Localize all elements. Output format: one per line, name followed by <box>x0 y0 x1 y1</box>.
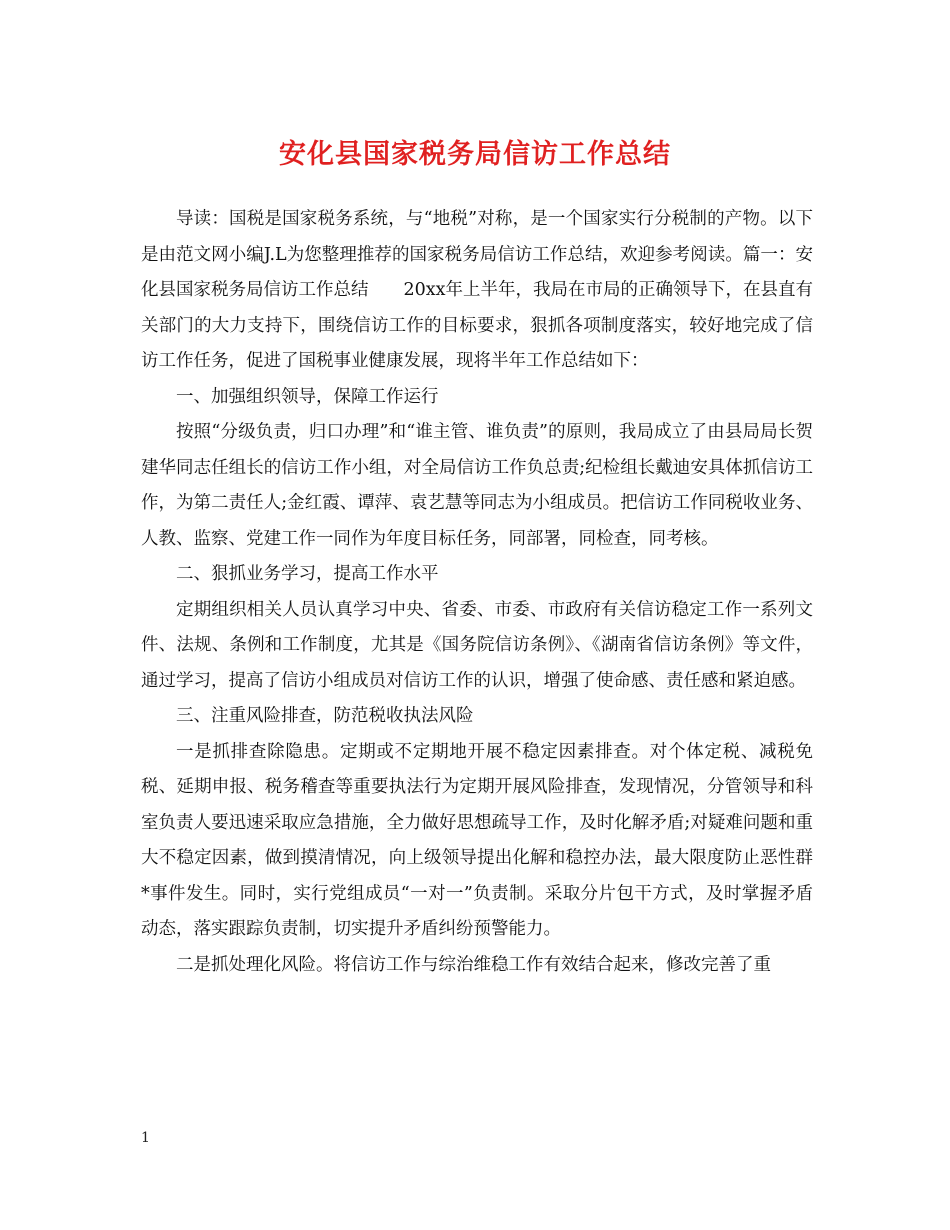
paragraph-intro: 导读：国税是国家税务系统，与“地税”对称，是一个国家实行分税制的产物。以下是由范文网小编J.L为您整理推荐的国家税务局信访工作总结，欢迎参考阅读。篇一：安化县国家税务局信访工作总结 20xx年上半年，我局在市局的正确领导下，在县直有关部门的大力支持下，围绕信访工作的目标要求，狠抓各项制度落实，较好地完成了信访工作任务，促进了国税事业健康发展，现将半年工作总结如下： <box>141 209 814 371</box>
section-heading-2: 二、狠抓业务学习，提高工作水平 <box>176 564 439 584</box>
section-heading-1: 一、加强组织领导，保障工作运行 <box>176 386 439 407</box>
section-heading-3: 三、注重风险排查，防范税收执法风险 <box>176 706 474 726</box>
paragraph-section-2: 定期组织相关人员认真学习中央、省委、市委、市政府有关信访稳定工作一系列文件、法规、条例和工作制度，尤其是《国务院信访条例》、《湖南省信访条例》等文件，通过学习，提高了信访小组成员对信访工作的认识，增强了使命感、责任感和紧迫感。 <box>141 599 813 691</box>
page-number: 1 <box>141 1130 150 1146</box>
paragraph-section-3a: 一是抓排查除隐患。定期或不定期地开展不稳定因素排查。对个体定税、减税免税、延期申报、税务稽查等重要执法行为定期开展风险排查，发现情况，分管领导和科室负责人要迅速采取应急措施，全力做好思想疏导工作，及时化解矛盾;对疑难问题和重大不稳定因素，做到摸清情况，向上级领导提出化解和稳控办法，最大限度防止恶性群*事件发生。同时，实行党组成员“一对一”负责制。采取分片包干方式，及时掌握矛盾动态，落实跟踪负责制，切实提升矛盾纠纷预警能力。 <box>141 741 813 939</box>
paragraph-section-3b: 二是抓处理化风险。将信访工作与综治维稳工作有效结合起来，修改完善了重 <box>176 954 771 975</box>
document-body <box>141 202 813 983</box>
document-title: 安化县国家税务局信访工作总结 <box>279 139 671 170</box>
paragraph-section-1: 按照“分级负责，归口办理”和“谁主管、谁负责”的原则，我局成立了由县局局长贺建华同志任组长的信访工作小组，对全局信访工作负总责;纪检组长戴迪安具体抓信访工作，为第二责任人;金红霞、谭萍、袁艺慧等同志为小组成员。把信访工作同税收业务、人教、监察、党建工作一同作为年度目标任务，同部署，同检查，同考核。 <box>141 422 813 549</box>
